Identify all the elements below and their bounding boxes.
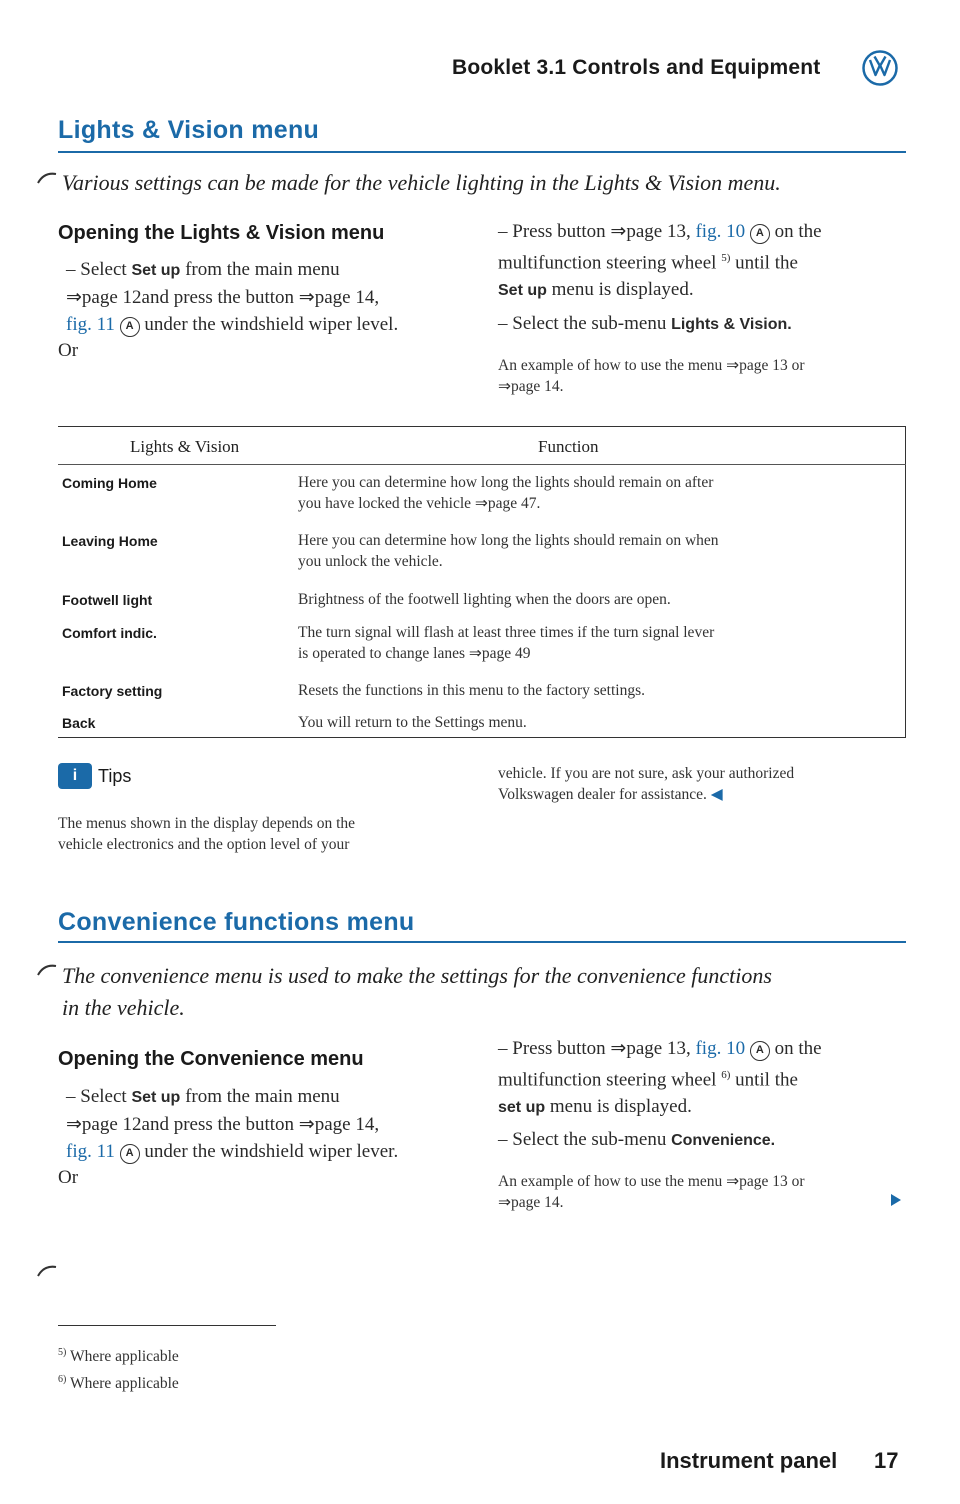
fig-11-link[interactable]: fig. 11: [66, 314, 115, 335]
button-a-icon: A: [750, 1041, 770, 1061]
info-icon: i: [58, 763, 92, 789]
footnote-rule: [58, 1325, 276, 1326]
table-row-description: Brightness of the footwell lighting when the doors are open.: [298, 591, 671, 608]
margin-marker-icon: [36, 963, 58, 977]
table-row-description: Resets the functions in this menu to the factory settings.: [298, 682, 645, 699]
lights-step-2: – Press button ⇒page 13, fig. 10 A on the multifunction steering wheel $^{5)}$ until the Set up menu is displayed.: [498, 221, 822, 301]
tips-text-left: The menus shown in the display depends on the vehicle electronics and the option level of your: [58, 815, 356, 853]
lights-opening-title: Opening the Lights & Vision menu: [58, 222, 385, 244]
lights-intro: Various settings can be made for the vehicle lighting in the Lights & Vision menu.: [62, 170, 781, 195]
section-rule: [58, 941, 906, 943]
table-row-name: Back: [62, 715, 96, 731]
footnote: $^{6)}$ Where applicable: [58, 1374, 179, 1393]
convenience-step-2: – Press button ⇒page 13, fig. 10 A on the multifunction steering wheel $^{6)}$ until the set up menu is displayed.: [498, 1038, 822, 1118]
table-header-divider: [58, 464, 906, 465]
fig-10-link[interactable]: fig. 10: [695, 1038, 746, 1059]
table-row-name: Coming Home: [62, 475, 157, 491]
table-row-name: Factory setting: [62, 683, 163, 699]
lights-step-3: – Select the sub-menu Lights & Vision.: [498, 313, 792, 334]
lights-example: An example of how to use the menu ⇒page 13 or ⇒page 14.: [498, 357, 805, 395]
table-header-right: Function: [538, 437, 599, 456]
button-a-icon: A: [750, 224, 770, 244]
convenience-intro: The convenience menu is used to make the settings for the convenience functions in the vehicle.: [62, 963, 772, 1020]
convenience-step-3: – Select the sub-menu Convenience.: [498, 1129, 776, 1150]
section-title-lights-vision: Lights & Vision menu: [58, 116, 320, 144]
page-header-title: Booklet 3.1 Controls and Equipment: [452, 56, 821, 79]
table-header-left: Lights & Vision: [130, 437, 240, 456]
footnote: $^{5)}$ Where applicable: [58, 1347, 179, 1366]
fig-11-link[interactable]: fig. 11: [66, 1141, 115, 1162]
section-rule: [58, 151, 906, 153]
convenience-or: Or: [58, 1167, 79, 1188]
margin-marker-icon: [36, 1264, 58, 1278]
vw-logo: [862, 50, 898, 86]
table-row-name: Comfort indic.: [62, 625, 157, 641]
table-row-description: Here you can determine how long the lights should remain on after you have locked the vehicle ⇒page 47.: [298, 474, 714, 512]
button-a-icon: A: [120, 1144, 140, 1164]
footer-section-name: Instrument panel: [660, 1448, 838, 1473]
tips-label: Tips: [98, 766, 132, 786]
tips-text-right: vehicle. If you are not sure, ask your authorized Volkswagen dealer for assistance. ◀: [498, 765, 795, 803]
table-row-description: You will return to the Settings menu.: [298, 714, 527, 731]
table-row-description: Here you can determine how long the lights should remain on when you unlock the vehicle.: [298, 532, 719, 570]
lights-step-1: – Select Set up from the main menu ⇒page 12and press the button ⇒page 14, fig. 11 A under the windshield wiper level.: [66, 259, 399, 335]
convenience-example: An example of how to use the menu ⇒page 13 or ⇒page 14.: [498, 1173, 805, 1211]
fig-10-link[interactable]: fig. 10: [695, 221, 746, 242]
button-a-icon: A: [120, 317, 140, 337]
table-row-name: Footwell light: [62, 592, 153, 608]
lights-or: Or: [58, 340, 79, 361]
table-row-description: The turn signal will flash at least three times if the turn signal lever is operated to change lanes ⇒page 49: [298, 624, 715, 662]
convenience-opening-title: Opening the Convenience menu: [58, 1048, 364, 1070]
section-title-convenience: Convenience functions menu: [58, 908, 415, 936]
end-marker-icon: ◀: [710, 786, 723, 803]
table-row-name: Leaving Home: [62, 533, 158, 549]
page-number: 17: [874, 1448, 899, 1473]
continue-arrow-icon: [890, 1193, 902, 1207]
margin-marker-icon: [36, 171, 58, 185]
convenience-step-1: – Select Set up from the main menu ⇒page 12and press the button ⇒page 14, fig. 11 A under the windshield wiper lever.: [66, 1086, 399, 1162]
